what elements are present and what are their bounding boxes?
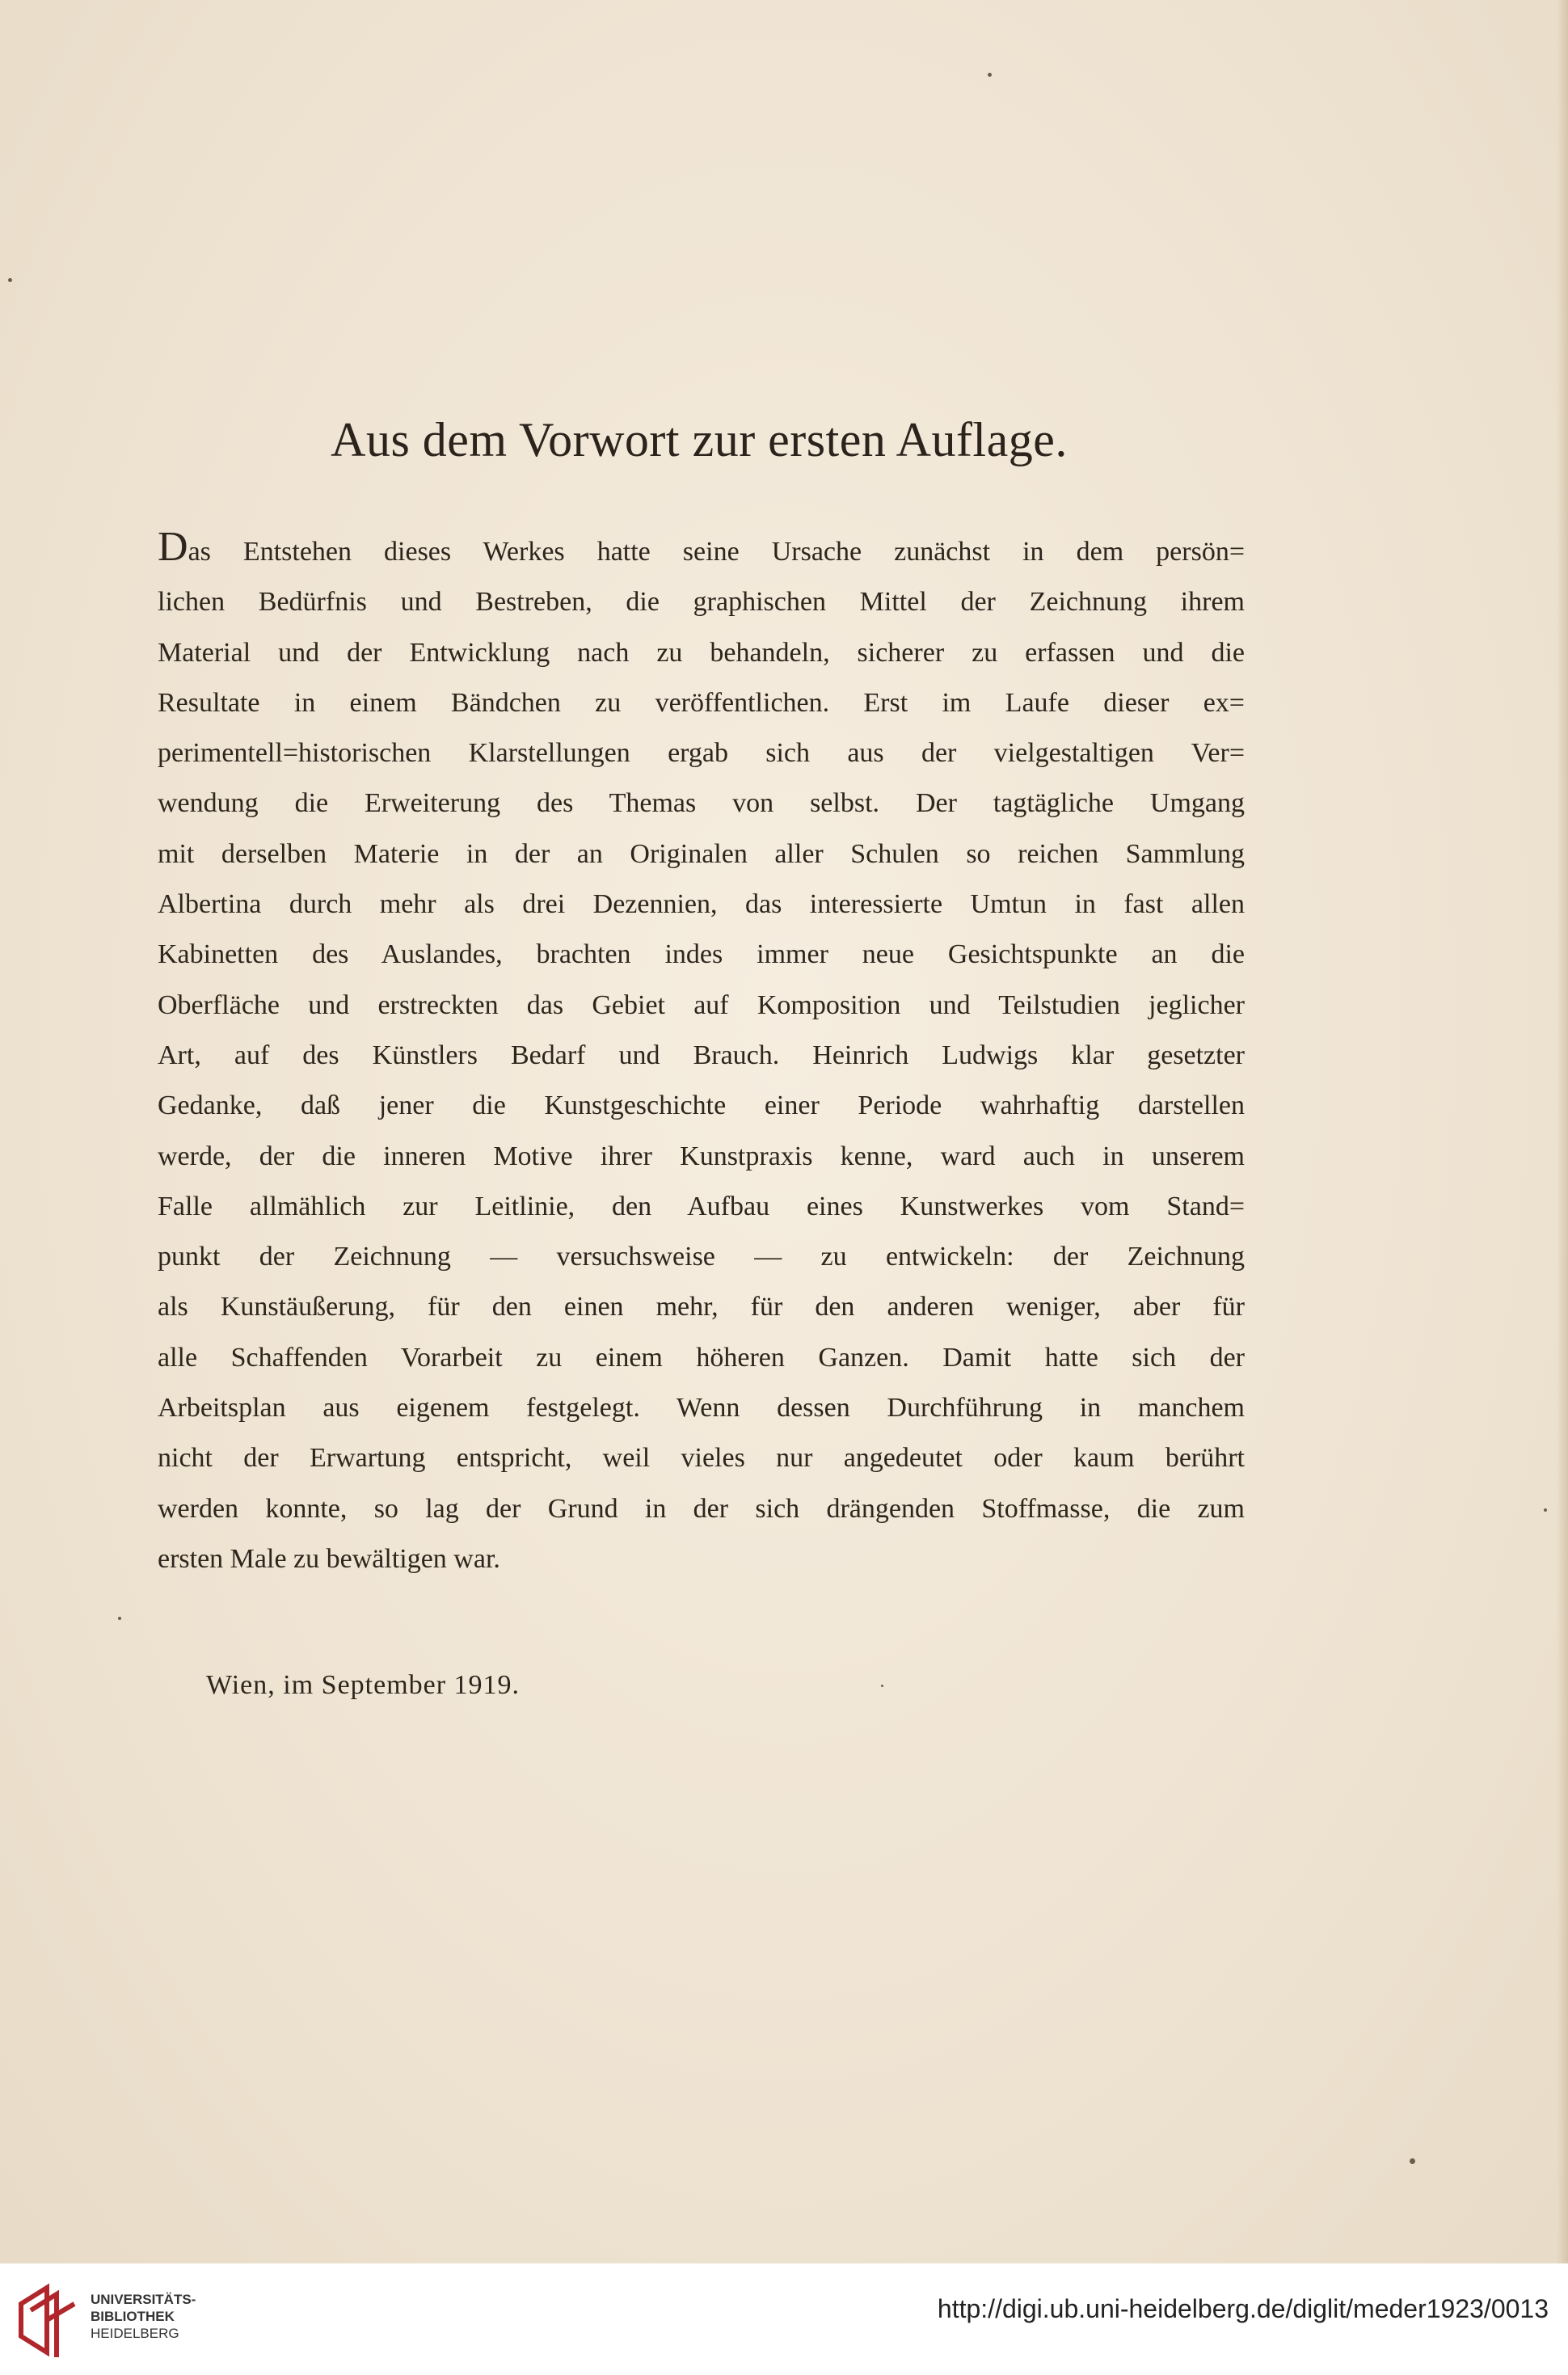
library-name [91, 2291, 196, 2342]
text-line-content: as Entstehen dieses Werkes hatte seine Ursache zunächst in dem persön= [188, 537, 1245, 567]
place-date-signoff: Wien, im September 1919. [206, 1670, 521, 1700]
text-line: Oberfläche und erstreckten das Gebiet auf Komposition und Teilstudien jeglicher [158, 989, 1245, 1020]
text-line: wendung die Erweiterung des Themas von selbst. Der tagtägliche Umgang [158, 788, 1245, 819]
text-line: Arbeitsplan aus eigenem festgelegt. Wenn dessen Durchführung in manchem [158, 1393, 1245, 1424]
text-line: Albertina durch mehr als drei Dezennien, das interessierte Umtun in fast allen [158, 889, 1245, 920]
text-line: Art, auf des Künstlers Bedarf und Brauch. Heinrich Ludwigs klar gesetzter [158, 1040, 1245, 1070]
library-name-line: UNIVERSITÄTS- [91, 2292, 196, 2307]
text-line: alle Schaffenden Vorarbeit zu einem höheren Ganzen. Damit hatte sich der [158, 1342, 1245, 1373]
drop-capital: D [158, 524, 188, 570]
text-line: mit derselben Materie in der an Originalen aller Schulen so reichen Sammlung [158, 838, 1245, 869]
text-line: ersten Male zu bewältigen war. [158, 1543, 500, 1574]
text-line: Falle allmählich zur Leitlinie, den Aufbau eines Kunstwerkes vom Stand= [158, 1191, 1245, 1221]
text-line: Material und der Entwicklung nach zu behandeln, sicherer zu erfassen und die [158, 637, 1245, 668]
text-line: perimentell=historischen Klarstellungen ergab sich aus der vielgestaltigen Ver= [158, 738, 1245, 769]
paper-speck [881, 1685, 883, 1687]
paper-speck [988, 73, 992, 77]
library-footer [0, 2263, 1568, 2375]
library-logo-icon [15, 2280, 81, 2360]
page-edge [1557, 0, 1568, 2263]
text-line: nicht der Erwartung entspricht, weil vieles nur angedeutet oder kaum berührt [158, 1443, 1245, 1474]
paper-speck [118, 1617, 121, 1620]
paper-speck [8, 278, 12, 282]
text-line: Resultate in einem Bändchen zu veröffentlichen. Erst im Laufe dieser ex= [158, 687, 1245, 718]
text-line: als Kunstäußerung, für den einen mehr, für den anderen weniger, aber für [158, 1292, 1245, 1322]
text-line: Gedanke, daß jener die Kunstgeschichte einer Periode wahrhaftig darstellen [158, 1090, 1245, 1121]
text-line [158, 524, 1245, 577]
permalink-url[interactable]: http://digi.ub.uni-heidelberg.de/diglit/meder1923/0013 [937, 2294, 1549, 2323]
paper-speck [1544, 1508, 1547, 1512]
text-line: werden konnte, so lag der Grund in der sich drängenden Stoffmasse, die zum [158, 1493, 1245, 1524]
text-line: lichen Bedürfnis und Bestreben, die graphischen Mittel der Zeichnung ihrem [158, 587, 1245, 618]
paper-speck [1410, 2158, 1415, 2164]
text-line: werde, der die inneren Motive ihrer Kunstpraxis kenne, ward auch in unserem [158, 1141, 1245, 1171]
library-name-line: BIBLIOTHEK [91, 2309, 175, 2324]
text-line: Kabinetten des Auslandes, brachten indes immer neue Gesichtspunkte an die [158, 939, 1245, 970]
library-name-line: HEIDELBERG [91, 2326, 179, 2341]
page-heading: Aus dem Vorwort zur ersten Auflage. [331, 413, 1068, 466]
text-line: punkt der Zeichnung — versuchsweise — zu entwickeln: der Zeichnung [158, 1242, 1245, 1272]
preface-text [158, 524, 1245, 1584]
